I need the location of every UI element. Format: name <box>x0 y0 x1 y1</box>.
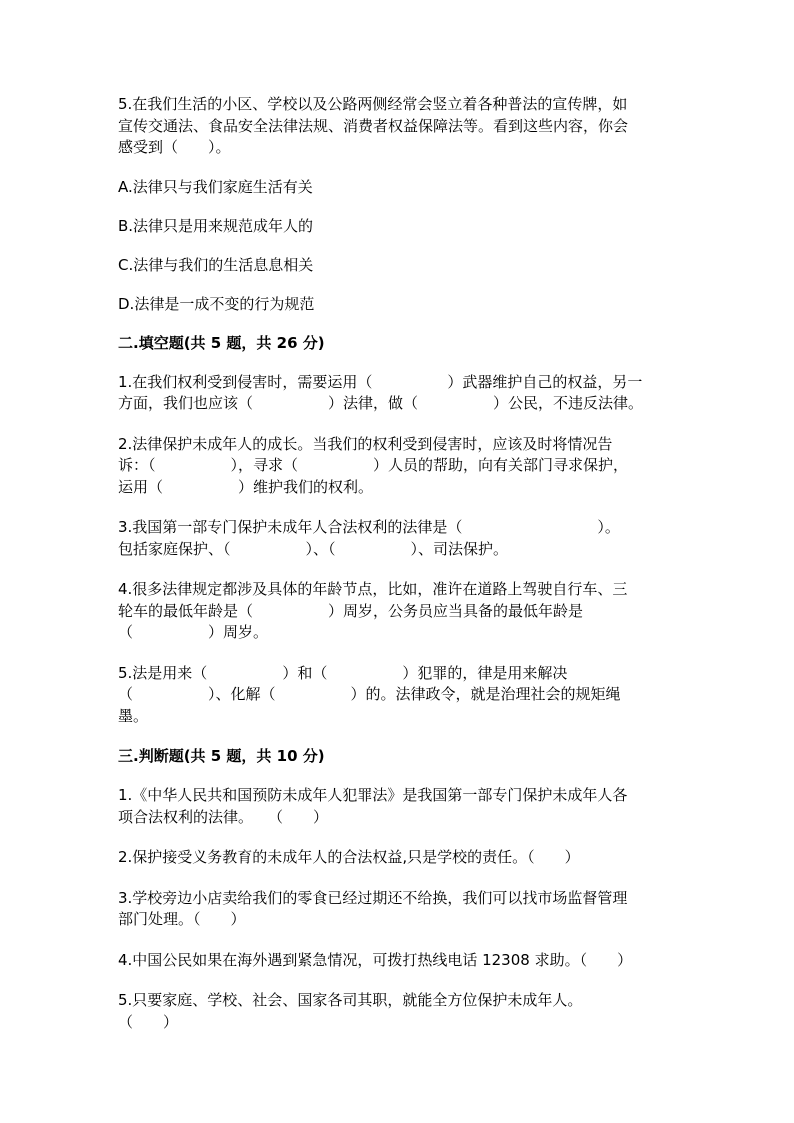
judge-question-4 <box>118 950 680 972</box>
question-line: 宣传交通法、食品安全法律法规、消费者权益保障法等。看到这些内容，你会 <box>118 116 629 135</box>
question-line: （ ）、化解（ ）的。法律政令，就是治理社会的规矩绳 <box>118 685 621 703</box>
question-line: 2.保护接受义务教育的未成年人的合法权益,只是学校的责任。（ ） <box>118 848 580 866</box>
question-line: （ ） <box>118 1012 179 1031</box>
question-line: 3.学校旁边小店卖给我们的零食已经过期还不给换，我们可以找市场监督管理 <box>118 888 628 907</box>
question-line: 方面，我们也应该（ ）法律，做（ ）公民，不违反法律。 <box>118 394 644 412</box>
question-line: 5.法是用来（ ）和（ ）犯罪的，律是用来解决 <box>118 663 568 682</box>
question-line: 4.中国公民如果在海外遇到紧急情况，可拨打热线电话 12308 求助。（ ） <box>118 950 633 969</box>
question-line: 5.只要家庭、学校、社会、国家各司其职，就能全方位保护未成年人。 <box>118 991 583 1009</box>
judge-question-1 <box>118 785 680 828</box>
question-line: 2.法律保护未成年人的成长。当我们的权利受到侵害时，应该及时将情况告 <box>118 434 613 453</box>
fill-question-1 <box>118 372 680 415</box>
question-line: 3.我国第一部专门保护未成年人合法权利的法律是（ ）。 <box>118 518 620 536</box>
judge-section-heading: 三.判断题(共 5 题，共 10 分) <box>118 747 325 765</box>
question-line: 5.在我们生活的小区、学校以及公路两侧经常会竖立着各种普法的宣传牌，如 <box>118 95 628 113</box>
option-a: A.法律只与我们家庭生活有关 <box>118 177 313 196</box>
mc-question-5 <box>118 94 680 159</box>
judge-question-2 <box>118 847 680 869</box>
fill-question-2 <box>118 434 680 499</box>
question-line: 部门处理。（ ） <box>118 910 246 928</box>
question-line: 感受到（ ）。 <box>118 138 231 156</box>
option-b: B.法律只是用来规范成年人的 <box>118 216 314 235</box>
question-line: 墨。 <box>118 706 149 725</box>
exam-page <box>118 94 680 1033</box>
fill-question-5 <box>118 663 680 728</box>
option-c: C.法律与我们的生活息息相关 <box>118 255 314 274</box>
question-line: 1.《中华人民共和国预防未成年人犯罪法》是我国第一部专门保护未成年人各 <box>118 786 628 804</box>
question-line: 4.很多法律规定都涉及具体的年龄节点，比如，准许在道路上驾驶自行车、三 <box>118 580 628 598</box>
fill-section-heading: 二.填空题(共 5 题，共 26 分) <box>118 333 325 352</box>
question-line: 运用（ ）维护我们的权利。 <box>118 477 374 496</box>
question-line: 项合法权利的法律。 （ ） <box>118 807 329 826</box>
question-line: 1.在我们权利受到侵害时，需要运用（ ）武器维护自己的权益，另一 <box>118 372 643 391</box>
question-line: （ ）周岁。 <box>118 623 269 641</box>
question-line: 诉：（ ），寻求（ ）人员的帮助，向有关部门寻求保护， <box>118 456 629 474</box>
fill-question-4 <box>118 579 680 644</box>
question-line: 轮车的最低年龄是（ ）周岁，公务员应当具备的最低年龄是 <box>118 601 584 620</box>
question-line: 包括家庭保护、（ ）、（ ）、司法保护。 <box>118 539 509 558</box>
judge-question-3 <box>118 888 680 931</box>
option-d: D.法律是一成不变的行为规范 <box>118 294 315 313</box>
judge-question-5 <box>118 990 680 1033</box>
fill-question-3 <box>118 517 680 560</box>
